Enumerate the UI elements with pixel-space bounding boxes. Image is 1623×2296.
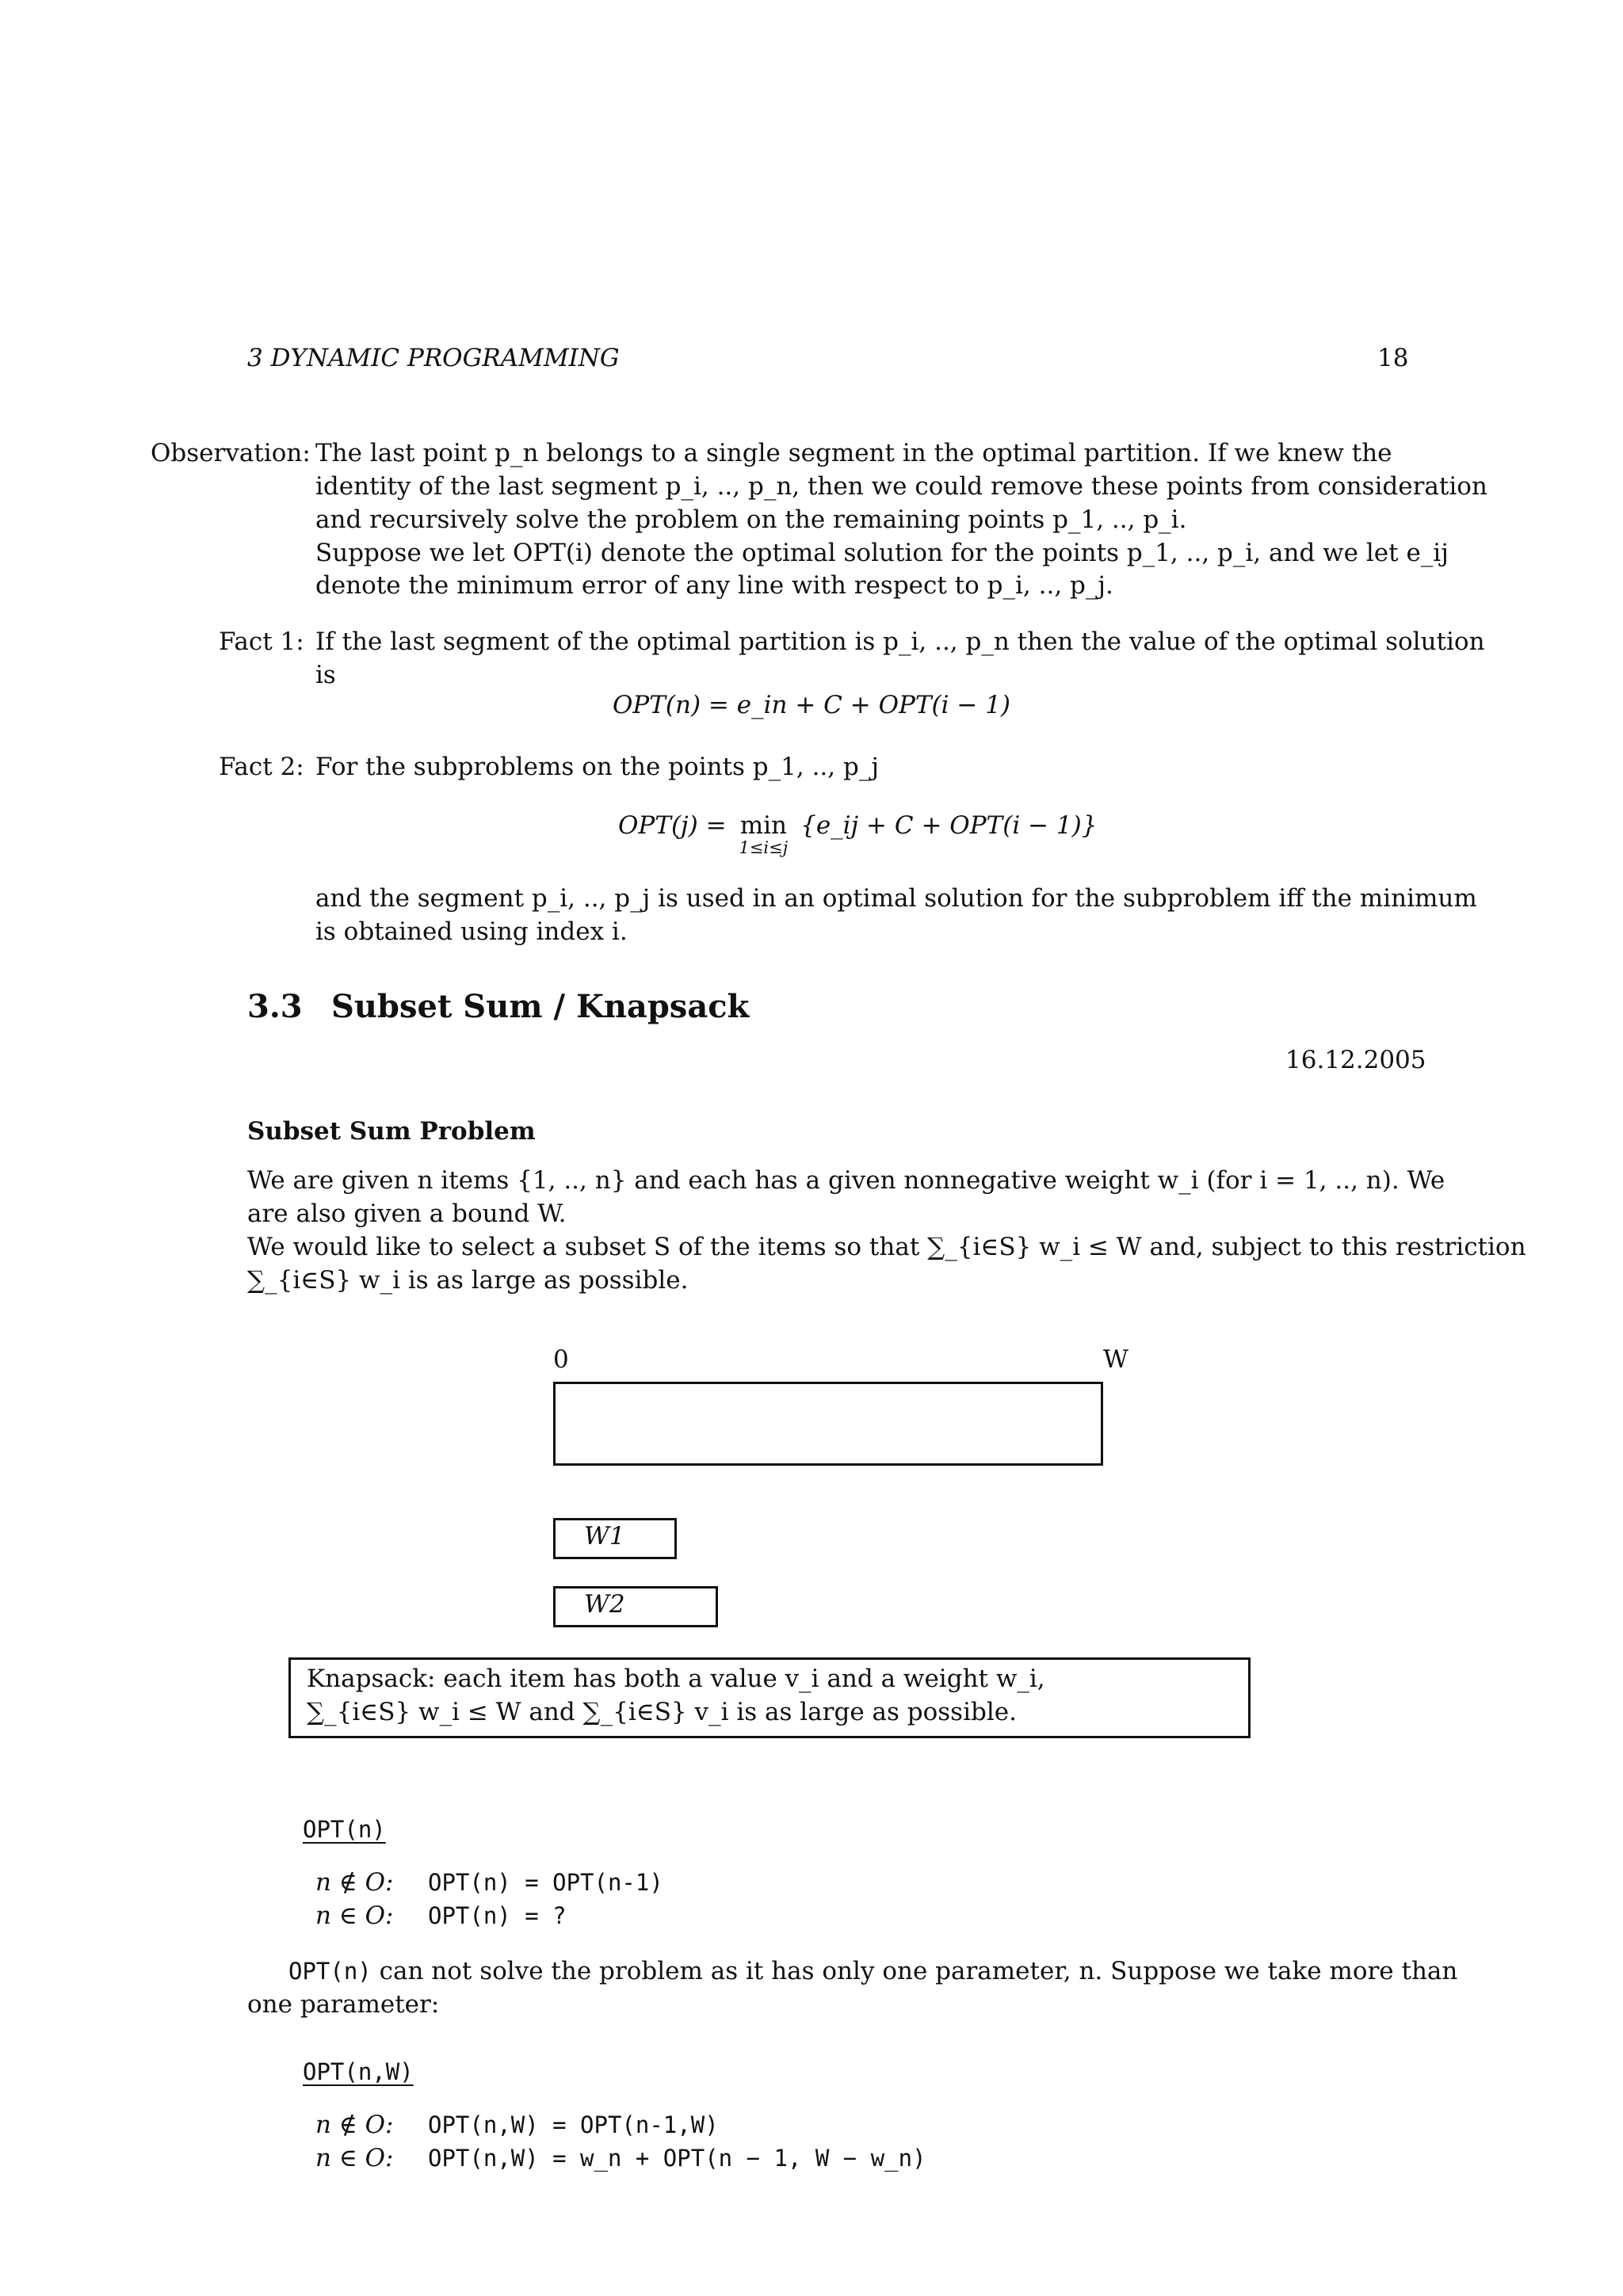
section-title: Subset Sum / Knapsack xyxy=(331,988,750,1025)
observation-line: denote the minimum error of any line with respect to p_i, .., p_j. xyxy=(315,571,1113,601)
opt-n-title: OPT(n) xyxy=(303,1816,386,1843)
fact1-formula: OPT(n) = e_in + C + OPT(i − 1) xyxy=(612,691,1011,719)
running-header-chapter: 3 DYNAMIC PROGRAMMING xyxy=(247,344,620,372)
figure-w-label: W xyxy=(1103,1345,1128,1374)
fact2-formula xyxy=(618,810,1097,856)
opt-nw-title: OPT(n,W) xyxy=(303,2058,414,2085)
subset-sum-line: are also given a bound W. xyxy=(247,1199,567,1228)
opt-nw-expression: OPT(n,W) = OPT(n-1,W) xyxy=(428,2111,719,2138)
subset-sum-body xyxy=(247,1165,1526,1297)
subset-sum-line: We would like to select a subset S of the items so that ∑_{i∈S} w_i ≤ W and, subject to this restriction xyxy=(247,1232,1526,1261)
item-w1-box xyxy=(553,1518,677,1559)
opt-n-condition: n ∈ O: xyxy=(315,1901,394,1930)
knapsack-box xyxy=(288,1657,1251,1738)
fact2-after-line: and the segment p_i, .., p_j is used in an optimal solution for the subproblem iff the minimum xyxy=(315,884,1477,913)
fact2-label: Fact 2: xyxy=(219,753,304,781)
remark-code: OPT(n) xyxy=(288,1958,372,1985)
fact2-formula-left: OPT(j) = xyxy=(618,811,727,840)
opt-n-expression: OPT(n) = ? xyxy=(428,1901,567,1929)
min-subscript: 1≤i≤j xyxy=(739,837,789,857)
opt-n-row xyxy=(315,1867,663,1900)
fact1-label: Fact 1: xyxy=(219,627,304,656)
opt-nw-condition: n ∉ O: xyxy=(315,2111,394,2139)
fact1-line: If the last segment of the optimal partition is p_i, .., p_n then the value of the optimal solution xyxy=(315,627,1485,656)
capacity-bar xyxy=(553,1382,1103,1466)
min-word: min xyxy=(739,811,787,840)
fact2-after-line: is obtained using index i. xyxy=(315,917,628,946)
fact2-min-operator xyxy=(739,810,788,856)
observation-label: Observation: xyxy=(151,439,311,467)
opt-nw-row xyxy=(315,2142,926,2176)
opt-nw-row xyxy=(315,2109,926,2142)
observation-line: identity of the last segment p_i, .., p_n, then we could remove these points from consideration xyxy=(315,471,1487,501)
opt-nw-condition: n ∈ O: xyxy=(315,2143,394,2172)
knapsack-line: ∑_{i∈S} w_i ≤ W and ∑_{i∈S} v_i is as large as possible. xyxy=(307,1697,1017,1726)
subset-sum-line: ∑_{i∈S} w_i is as large as possible. xyxy=(247,1265,689,1295)
fact2-after xyxy=(315,883,1477,949)
remark-paragraph xyxy=(247,1955,1458,2022)
item-w2-box xyxy=(553,1586,718,1627)
item-w2-label: W2 xyxy=(584,1590,625,1619)
observation-line: and recursively solve the problem on the remaining points p_1, .., p_i. xyxy=(315,505,1187,534)
opt-n-condition: n ∉ O: xyxy=(315,1868,394,1897)
fact2-formula-right: {e_ij + C + OPT(i − 1)} xyxy=(800,811,1098,840)
subset-sum-line: We are given n items {1, .., n} and each has a given nonnegative weight w_i (for i = 1, .., n). We xyxy=(247,1166,1445,1195)
subset-sum-heading: Subset Sum Problem xyxy=(247,1117,536,1146)
opt-nw-rows xyxy=(315,2109,926,2176)
opt-n-rows xyxy=(315,1867,663,1933)
figure-zero-label: 0 xyxy=(553,1345,569,1374)
page-number: 18 xyxy=(1377,344,1409,372)
observation-line: The last point p_n belongs to a single segment in the optimal partition. If we knew the xyxy=(315,439,1392,467)
fact2-intro: For the subproblems on the points p_1, .., p_j xyxy=(315,753,879,781)
observation-line: Suppose we let OPT(i) denote the optimal solution for the points p_1, .., p_i, and we let e_ij xyxy=(315,538,1449,567)
remark-line xyxy=(247,1955,1458,1989)
remark-text: can not solve the problem as it has only one parameter, n. Suppose we take more than xyxy=(371,1957,1458,1985)
knapsack-line: Knapsack: each item has both a value v_i and a weight w_i, xyxy=(307,1665,1045,1693)
opt-n-row xyxy=(315,1900,663,1933)
remark-line: one parameter: xyxy=(247,1989,440,2019)
section-date: 16.12.2005 xyxy=(1285,1046,1426,1074)
fact1-body xyxy=(315,626,1485,692)
opt-n-expression: OPT(n) = OPT(n-1) xyxy=(428,1869,663,1896)
opt-nw-expression: OPT(n,W) = w_n + OPT(n − 1, W − w_n) xyxy=(428,2144,926,2172)
observation-body xyxy=(315,437,1487,603)
fact1-line: is xyxy=(315,660,336,689)
section-number: 3.3 xyxy=(247,988,303,1025)
item-w1-label: W1 xyxy=(584,1522,625,1550)
